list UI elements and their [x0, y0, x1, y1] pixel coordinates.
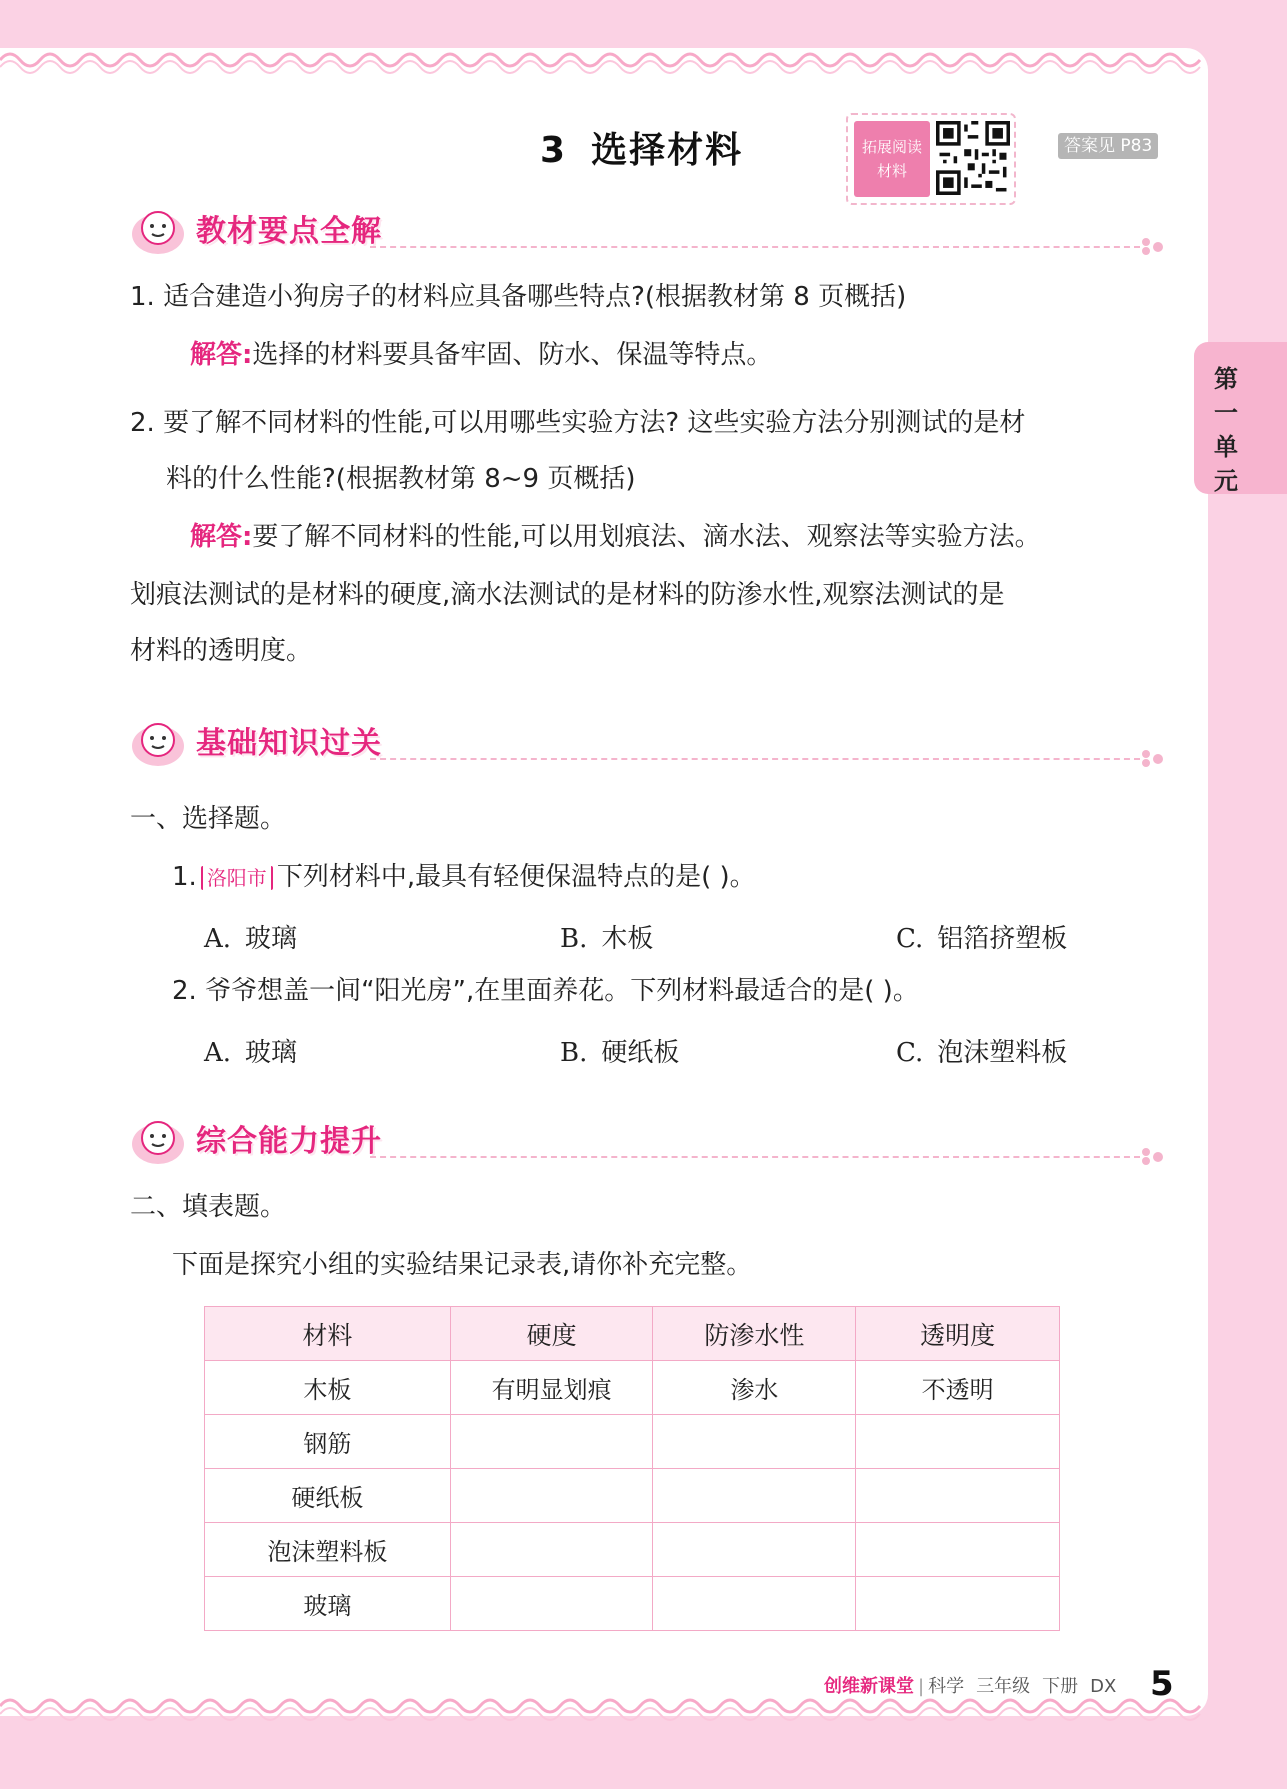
section-key-points — [130, 200, 1170, 260]
side-tab-char: 一 — [1214, 399, 1238, 427]
footer-separator: | — [918, 1676, 925, 1697]
section-basic — [130, 712, 1170, 772]
section-divider — [370, 758, 1140, 760]
section-title: 综合能力提升 — [196, 1124, 382, 1159]
answer-label: 解答: — [190, 340, 253, 370]
option-text: 木板 — [601, 924, 654, 954]
table-cell-material: 硬纸板 — [205, 1469, 451, 1523]
section-title: 基础知识过关 — [196, 726, 382, 761]
key-answer-2-line1 — [190, 522, 1041, 552]
side-tab-char: 第 — [1214, 365, 1238, 393]
table-cell: 不透明 — [856, 1361, 1060, 1415]
table-cell-blank[interactable] — [653, 1469, 856, 1523]
region-tag: 洛阳市 — [201, 866, 273, 890]
footer-volume: 下册 — [1042, 1676, 1079, 1697]
q2-option-c[interactable] — [896, 1032, 1067, 1069]
choice-question-1 — [172, 862, 756, 893]
bottom-wave-border — [0, 1692, 1208, 1732]
option-text: 铝箔挤塑板 — [937, 924, 1068, 954]
key-answer-2-line3: 材料的透明度。 — [130, 636, 313, 666]
table-cell-blank[interactable] — [450, 1469, 653, 1523]
table-header-cell: 材料 — [205, 1307, 451, 1361]
extended-reading-label — [854, 121, 930, 197]
q1-option-c[interactable] — [896, 918, 1067, 955]
answer-reference-badge: 答案见 P83 — [1058, 133, 1158, 159]
key-answer-1 — [190, 340, 772, 370]
option-text: 泡沫塑料板 — [937, 1038, 1068, 1068]
option-letter: C. — [896, 924, 924, 954]
side-tab-char: 单 — [1214, 433, 1238, 461]
question-number: 1. — [172, 862, 197, 892]
key-question-2-line2: 料的什么性能?(根据教材第 8~9 页概括) — [166, 464, 636, 494]
divider-dots-icon — [1140, 748, 1166, 768]
option-letter: A. — [204, 1038, 232, 1068]
table-cell-blank[interactable] — [653, 1523, 856, 1577]
qr-code-icon[interactable] — [936, 121, 1010, 195]
table-cell-blank[interactable] — [856, 1415, 1060, 1469]
side-tab-char: 元 — [1214, 467, 1238, 495]
experiment-results-table — [204, 1306, 1060, 1631]
table-cell: 有明显划痕 — [450, 1361, 653, 1415]
q2-option-b[interactable] — [560, 1032, 679, 1069]
table-cell-blank[interactable] — [450, 1523, 653, 1577]
section-divider — [370, 1156, 1140, 1158]
lesson-number: 3 — [540, 130, 568, 171]
footer-info — [824, 1672, 1116, 1698]
option-text: 玻璃 — [245, 1038, 298, 1068]
option-letter: A. — [204, 924, 232, 954]
lesson-title-text: 选择材料 — [591, 130, 744, 171]
section-divider — [370, 246, 1140, 248]
fill-heading: 二、填表题。 — [130, 1192, 287, 1222]
option-text: 硬纸板 — [601, 1038, 680, 1068]
extended-reading-box[interactable] — [846, 113, 1016, 205]
table-cell-blank[interactable] — [450, 1415, 653, 1469]
option-text: 玻璃 — [245, 924, 298, 954]
q2-option-a[interactable] — [204, 1032, 297, 1069]
table-row — [205, 1577, 1060, 1631]
divider-dots-icon — [1140, 236, 1166, 256]
table-cell-material: 玻璃 — [205, 1577, 451, 1631]
option-letter: B. — [560, 1038, 588, 1068]
extended-reading-line1: 拓展阅读 — [861, 138, 922, 156]
extended-reading-line2: 材料 — [876, 162, 907, 180]
table-cell-blank[interactable] — [653, 1577, 856, 1631]
table-cell-material: 泡沫塑料板 — [205, 1523, 451, 1577]
footer-grade: 三年级 — [976, 1676, 1031, 1697]
table-cell-material: 钢筋 — [205, 1415, 451, 1469]
table-row — [205, 1523, 1060, 1577]
key-question-1: 1. 适合建造小狗房子的材料应具备哪些特点?(根据教材第 8 页概括) — [130, 282, 907, 312]
table-cell-blank[interactable] — [856, 1523, 1060, 1577]
table-cell-material: 木板 — [205, 1361, 451, 1415]
footer-subject: 科学 — [928, 1676, 965, 1697]
table-cell: 渗水 — [653, 1361, 856, 1415]
mascot-icon — [130, 204, 186, 256]
table-cell-blank[interactable] — [450, 1577, 653, 1631]
table-header-cell: 透明度 — [856, 1307, 1060, 1361]
q1-option-b[interactable] — [560, 918, 653, 955]
footer-brand: 创维新课堂 — [824, 1676, 914, 1697]
option-letter: C. — [896, 1038, 924, 1068]
page-number: 5 — [1150, 1664, 1174, 1704]
table-cell-blank[interactable] — [653, 1415, 856, 1469]
divider-dots-icon — [1140, 1146, 1166, 1166]
table-row — [205, 1415, 1060, 1469]
lesson-title — [540, 122, 743, 173]
option-letter: B. — [560, 924, 588, 954]
choice-question-2: 2. 爷爷想盖一间“阳光房”,在里面养花。下列材料最适合的是( )。 — [172, 976, 919, 1006]
table-row — [205, 1469, 1060, 1523]
table-cell-blank[interactable] — [856, 1469, 1060, 1523]
key-question-2-line1: 2. 要了解不同材料的性能,可以用哪些实验方法? 这些实验方法分别测试的是材 — [130, 408, 1026, 438]
top-wave-border — [0, 40, 1208, 80]
footer-edition: DX — [1090, 1676, 1117, 1697]
fill-intro: 下面是探究小组的实验结果记录表,请你补充完整。 — [172, 1250, 753, 1280]
unit-side-tab — [1194, 342, 1287, 494]
choice-heading: 一、选择题。 — [130, 804, 287, 834]
table-cell-blank[interactable] — [856, 1577, 1060, 1631]
mascot-icon — [130, 716, 186, 768]
section-advanced — [130, 1110, 1170, 1170]
table-row — [205, 1361, 1060, 1415]
answer-text: 选择的材料要具备牢固、防水、保温等特点。 — [252, 340, 773, 370]
answer-text: 要了解不同材料的性能,可以用划痕法、滴水法、观察法等实验方法。 — [252, 522, 1041, 552]
key-answer-2-line2: 划痕法测试的是材料的硬度,滴水法测试的是材料的防渗水性,观察法测试的是 — [130, 580, 1005, 610]
mascot-icon — [130, 1114, 186, 1166]
table-header-row — [205, 1307, 1060, 1361]
answer-label: 解答: — [190, 522, 253, 552]
table-header-cell: 硬度 — [450, 1307, 653, 1361]
question-text: 下列材料中,最具有轻便保温特点的是( )。 — [276, 862, 756, 892]
table-header-cell: 防渗水性 — [653, 1307, 856, 1361]
section-title: 教材要点全解 — [196, 214, 382, 249]
q1-option-a[interactable] — [204, 918, 297, 955]
